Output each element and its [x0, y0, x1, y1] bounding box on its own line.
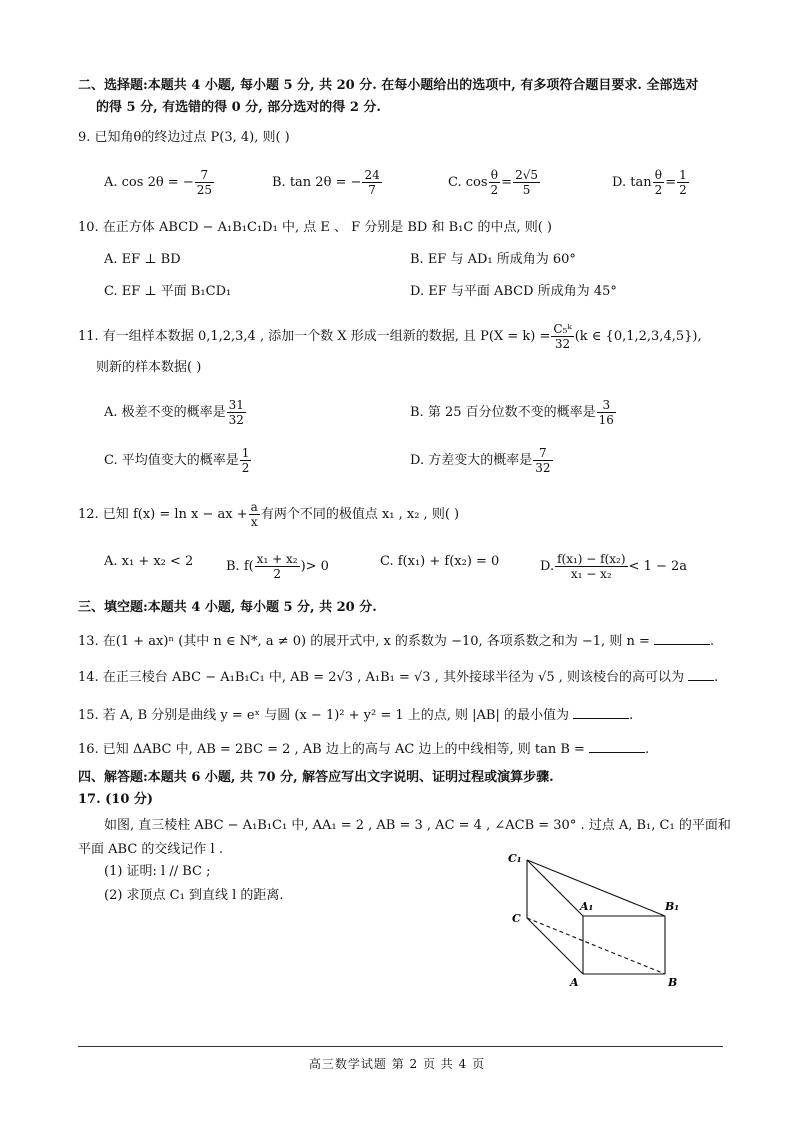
q10-option-c: C. EF ⊥ 平面 B₁CD₁ — [104, 284, 232, 299]
q12-option-a: A. x₁ + x₂ < 2 — [104, 554, 194, 569]
label-a: A — [570, 976, 579, 989]
label-a1: A₁ — [580, 900, 594, 913]
q17-part1: (1) 证明: l // BC ; — [104, 864, 211, 879]
q10-option-b: B. EF 与 AD₁ 所成角为 60° — [410, 252, 576, 267]
q12-option-c: C. f(x₁) + f(x₂) = 0 — [380, 554, 500, 569]
label-b1: B₁ — [665, 900, 680, 913]
q11-option-a: A. 极差不变的概率是 $\frac{31}{32}$ — [104, 398, 244, 427]
q17-part2: (2) 求顶点 C₁ 到直线 l 的距离. — [104, 888, 284, 903]
page-footer: 高三数学试题 第 2 页 共 4 页 — [308, 1057, 486, 1071]
q13-answer-blank[interactable] — [654, 632, 710, 645]
edge-c1b1 — [527, 860, 665, 916]
q11-option-c: C. 平均值变大的概率是 $\frac{1}{2}$ — [104, 446, 250, 475]
section2-header-line2: 的得 5 分, 有选错的得 0 分, 部分选对的得 2 分. — [96, 100, 381, 115]
q11-stem: 11. 有一组样本数据 0,1,2,3,4 , 添加一个数 X 形成一组新的数据, 且 P(X = k) = $\frac{\text{C₅ᵏ}}{32}$ (k ∈ {0,1,2,3,4,5}), — [78, 322, 702, 351]
q14-text: 14. 在正三棱台 ABC − A₁B₁C₁ 中, AB = 2√3 , A₁B₁ = √3 , 其外接球半径为 √5 , 则该棱台的高可以为 . — [78, 670, 719, 685]
edge-ca — [527, 918, 583, 974]
q13-text: 13. 在(1 + ax)ⁿ (其中 n ∈ N*, a ≠ 0) 的展开式中, x 的系数为 −10, 各项系数之和为 −1, 则 n = . — [78, 634, 715, 649]
q9-stem: 9. 已知角θ的终边过点 P(3, 4), 则( ) — [78, 130, 290, 145]
q12-stem: 12. 已知 f(x) = ln x − ax + $\frac{a}{x}$ 有两个不同的极值点 x₁ , x₂ , 则( ) — [78, 500, 460, 529]
q15-text: 15. 若 A, B 分别是曲线 y = eˣ 与圆 (x − 1)² + y² = 1 上的点, 则 |AB| 的最小值为 . — [78, 708, 634, 723]
q9-option-c: C. cos $\frac{\theta}{2}$ = $\frac{2√5}{5}$ — [448, 168, 538, 197]
edge-cb-hidden — [527, 918, 665, 974]
label-c1: C₁ — [508, 852, 522, 865]
q17-line1: 如图, 直三棱柱 ABC − A₁B₁C₁ 中, AA₁ = 2 , AB = 3 , AC = 4 , ∠ACB = 30° . 过点 A, B₁, C₁ 的平面和 — [104, 818, 731, 833]
q17-title: 17. (10 分) — [78, 792, 154, 807]
label-c: C — [512, 912, 521, 925]
section3-header: 三、填空题:本题共 4 小题, 每小题 5 分, 共 20 分. — [78, 600, 377, 615]
footer-rule — [78, 1046, 723, 1047]
q10-stem: 10. 在正方体 ABCD − A₁B₁C₁D₁ 中, 点 E 、 F 分别是 BD 和 B₁C 的中点, 则( ) — [78, 220, 552, 235]
q11-option-d: D. 方差变大的概率是 $\frac{7}{32}$ — [410, 446, 551, 475]
q12-option-d: D. $\frac{\text{f(x₁) − f(x₂)}}{\text{x₁ − x₂}}$ < 1 − 2a — [540, 552, 688, 581]
q10-option-a: A. EF ⊥ BD — [104, 252, 181, 267]
section4-header: 四、解答题:本题共 6 小题, 共 70 分, 解答应写出文字说明、证明过程或演算步骤. — [78, 770, 554, 785]
q12-option-b: B. f( $\frac{\text{x₁ + x₂}}{2}$ )> 0 — [226, 552, 329, 581]
q16-text: 16. 已知 ΔABC 中, AB = 2BC = 2 , AB 边上的高与 AC 边上的中线相等, 则 tan B = . — [78, 742, 650, 757]
q17-line2: 平面 ABC 的交线记作 l . — [78, 842, 223, 857]
q9-option-b: B. tan 2θ = − $\frac{24}{7}$ — [272, 168, 380, 197]
prism-figure — [500, 848, 700, 993]
edge-c1a1 — [527, 860, 583, 916]
q16-answer-blank[interactable] — [589, 740, 645, 753]
q11-stem-line2: 则新的样本数据( ) — [96, 360, 202, 375]
q9-option-d: D. tan $\frac{\theta}{2}$ = $\frac{1}{2}$ — [612, 168, 687, 197]
q15-answer-blank[interactable] — [573, 706, 629, 719]
q14-answer-blank[interactable] — [688, 668, 714, 681]
section2-header-line1: 二、选择题:本题共 4 小题, 每小题 5 分, 共 20 分. 在每小题给出的选项中, 有多项符合题目要求. 全部选对 — [78, 78, 699, 93]
q10-option-d: D. EF 与平面 ABCD 所成角为 45° — [410, 284, 617, 299]
label-b: B — [668, 976, 678, 989]
q11-option-b: B. 第 25 百分位数不变的概率是 $\frac{3}{16}$ — [410, 398, 614, 427]
q9-option-a: A. cos 2θ = − $\frac{7}{25}$ — [104, 168, 212, 197]
